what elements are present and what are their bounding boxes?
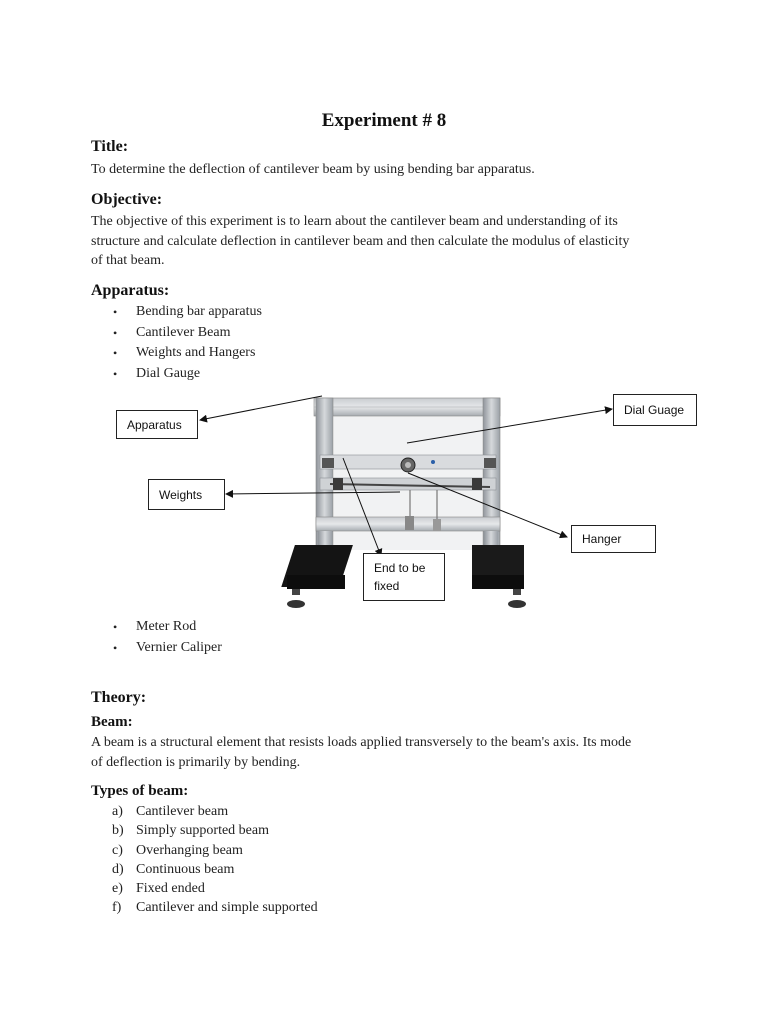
objective-line: structure and calculate deflection in cantilever beam and then calculate the modulus of elasticity <box>91 233 630 249</box>
beam-line: A beam is a structural element that resists loads applied transversely to the beam's axis. Its mode <box>91 735 632 750</box>
list-item: f) Cantilever and simple supported <box>112 900 318 916</box>
objective-heading: Objective: <box>91 191 163 208</box>
list-item: a) Cantilever beam <box>112 804 229 819</box>
callout-line: fixed <box>374 579 400 593</box>
beam-heading: Beam: <box>91 714 133 730</box>
list-item: b) Simply supported beam <box>112 823 269 839</box>
list-item: c) Overhanging beam <box>112 842 243 858</box>
title-text: To determine the deflection of cantilever beam by using bending bar apparatus. <box>91 162 535 177</box>
list-item: d) Continuous beam <box>112 861 235 877</box>
bullet: • <box>113 325 118 340</box>
callout-line: End to be <box>374 561 426 575</box>
callout-hanger: Hanger <box>571 525 656 553</box>
bullet: • <box>113 366 118 381</box>
list-item: • Bending bar apparatus <box>91 302 262 323</box>
list-item: • Meter Rod <box>91 617 222 638</box>
bullet: • <box>113 640 118 655</box>
objective-text <box>91 212 691 271</box>
page-title: Experiment # 8 <box>321 110 447 131</box>
bullet: • <box>113 305 118 319</box>
bullet: • <box>113 620 118 634</box>
list-item: • Vernier Caliper <box>91 638 222 659</box>
apparatus-list <box>91 302 262 384</box>
list-item: • Cantilever Beam <box>91 323 262 344</box>
list-item: • Weights and Hangers <box>91 343 262 364</box>
theory-heading: Theory: <box>91 689 147 706</box>
apparatus-heading: Apparatus: <box>91 282 170 299</box>
objective-line: The objective of this experiment is to learn about the cantilever beam and understanding of its <box>91 214 618 229</box>
callout-dial-guage: Dial Guage <box>613 394 697 426</box>
callout-end-to-be-fixed <box>363 553 445 601</box>
beam-line: of deflection is primarily by bending. <box>91 754 301 770</box>
bullet: • <box>113 346 118 360</box>
beam-definition <box>91 733 711 772</box>
types-list <box>91 802 318 918</box>
types-heading: Types of beam: <box>91 783 189 799</box>
callout-weights: Weights <box>148 479 225 510</box>
apparatus-list-continued <box>91 617 222 658</box>
list-item: e) Fixed ended <box>112 881 205 897</box>
list-item: • Dial Gauge <box>91 364 262 385</box>
callout-apparatus: Apparatus <box>116 410 198 439</box>
objective-line: of that beam. <box>91 253 165 268</box>
title-heading: Title: <box>91 138 129 155</box>
